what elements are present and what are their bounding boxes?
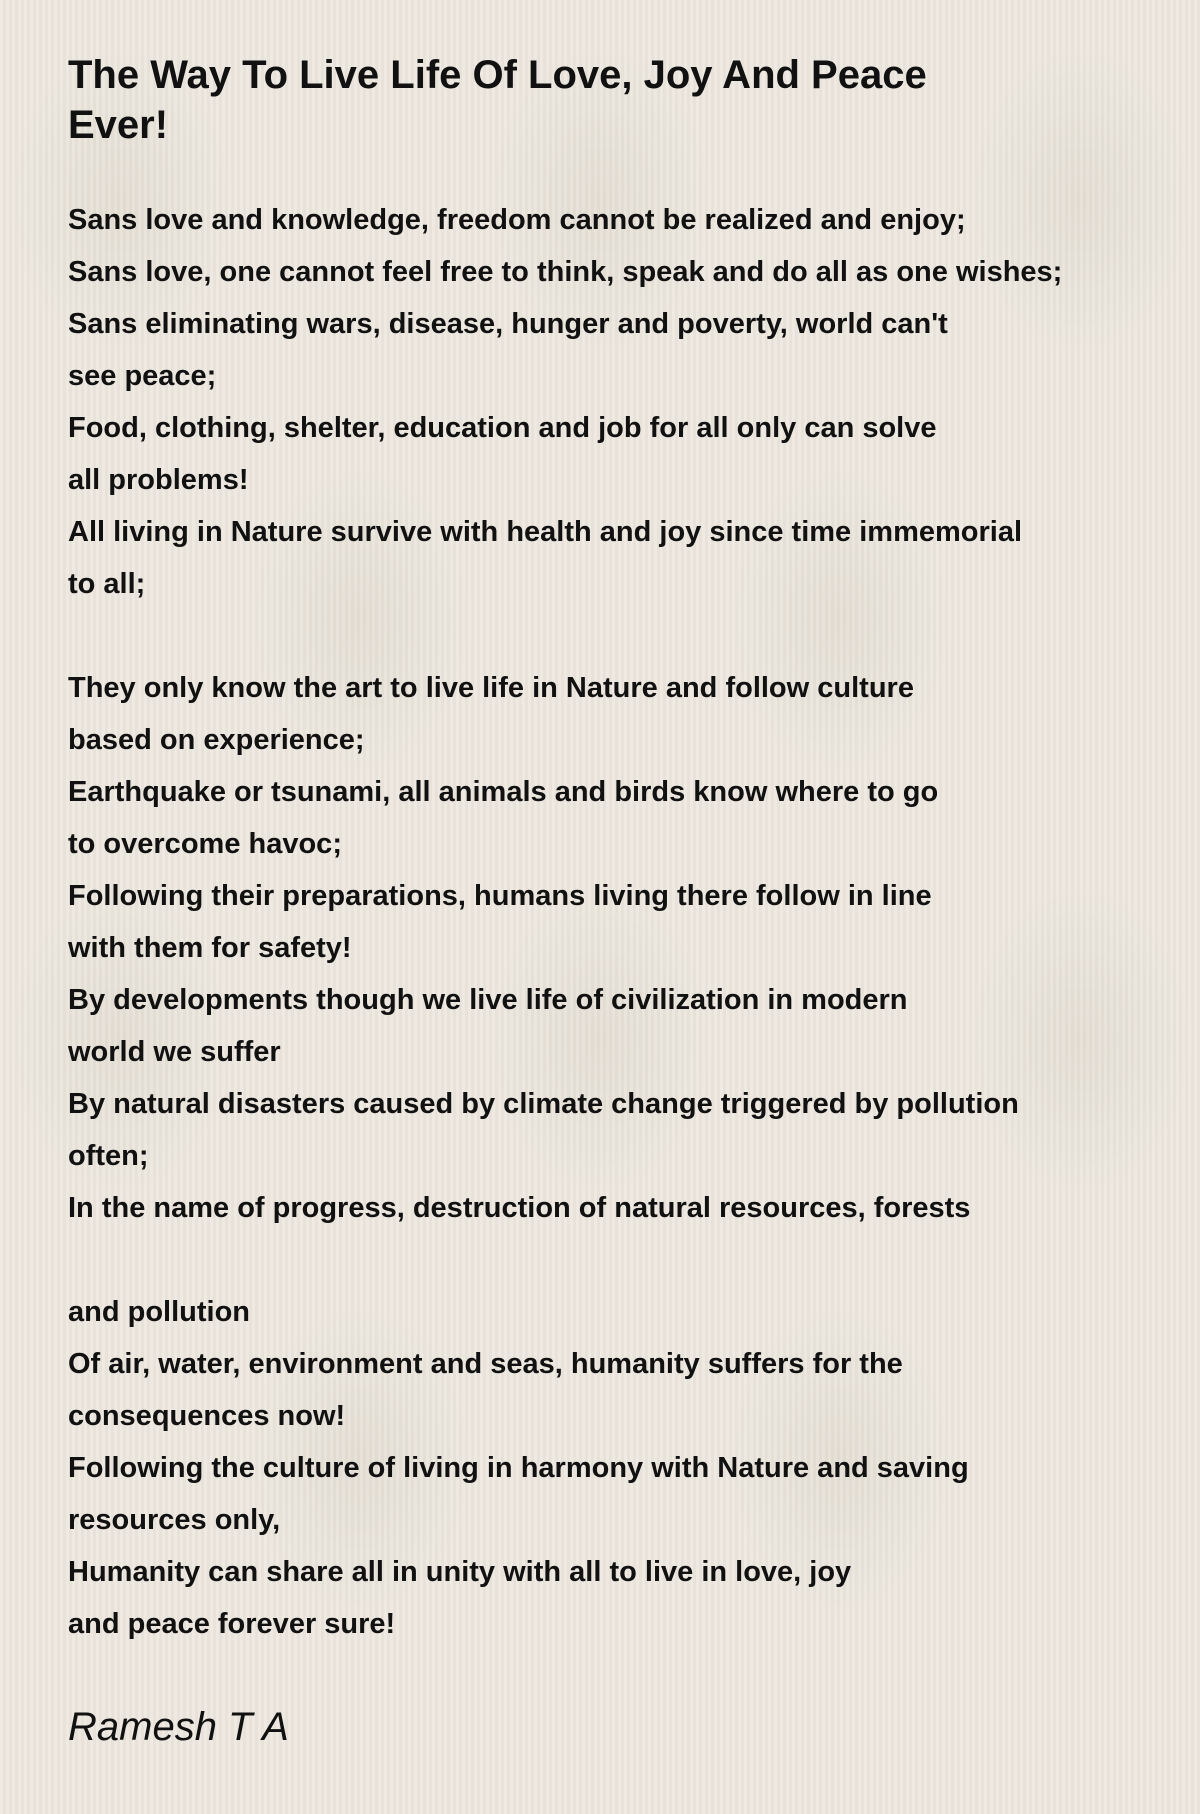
poem-line: to all;	[68, 568, 146, 600]
poem-line: Sans love and knowledge, freedom cannot be realized and enjoy;	[68, 204, 966, 236]
poem-line: Sans love, one cannot feel free to think, speak and do all as one wishes;	[68, 256, 1063, 288]
poem-line: to overcome havoc;	[68, 828, 342, 860]
poem-page	[68, 50, 1188, 1752]
poem-author: Ramesh T A	[68, 1705, 289, 1749]
poem-title: The Way To Live Life Of Love, Joy And Peace Ever!	[68, 53, 927, 147]
poem-line: with them for safety!	[68, 932, 352, 964]
poem-line: based on experience;	[68, 724, 365, 756]
poem-line: Sans eliminating wars, disease, hunger and poverty, world can't	[68, 308, 948, 340]
poem-line: In the name of progress, destruction of natural resources, forests	[68, 1192, 971, 1224]
poem-line: Food, clothing, shelter, education and job for all only can solve	[68, 412, 937, 444]
poem-line: world we suffer	[68, 1036, 281, 1068]
poem-line: all problems!	[68, 464, 249, 496]
poem-line: By developments though we live life of civilization in modern	[68, 984, 908, 1016]
poem-line: see peace;	[68, 360, 217, 392]
poem-line: Following their preparations, humans living there follow in line	[68, 880, 932, 912]
poem-line: and pollution	[68, 1296, 251, 1328]
stanza-break	[68, 1234, 1188, 1286]
poem-body	[68, 194, 1188, 1650]
poem-line: often;	[68, 1140, 149, 1172]
poem-line: resources only,	[68, 1504, 281, 1536]
poem-line: They only know the art to live life in Nature and follow culture	[68, 672, 914, 704]
poem-line: Earthquake or tsunami, all animals and birds know where to go	[68, 776, 939, 808]
poem-line: All living in Nature survive with health and joy since time immemorial	[68, 516, 1023, 548]
poem-line: Humanity can share all in unity with all to live in love, joy	[68, 1556, 852, 1588]
stanza-break	[68, 610, 1188, 662]
poem-line: Of air, water, environment and seas, humanity suffers for the	[68, 1348, 903, 1380]
poem-line: and peace forever sure!	[68, 1608, 396, 1640]
poem-line: consequences now!	[68, 1400, 346, 1432]
poem-line: Following the culture of living in harmony with Nature and saving	[68, 1452, 969, 1484]
poem-line: By natural disasters caused by climate change triggered by pollution	[68, 1088, 1019, 1120]
